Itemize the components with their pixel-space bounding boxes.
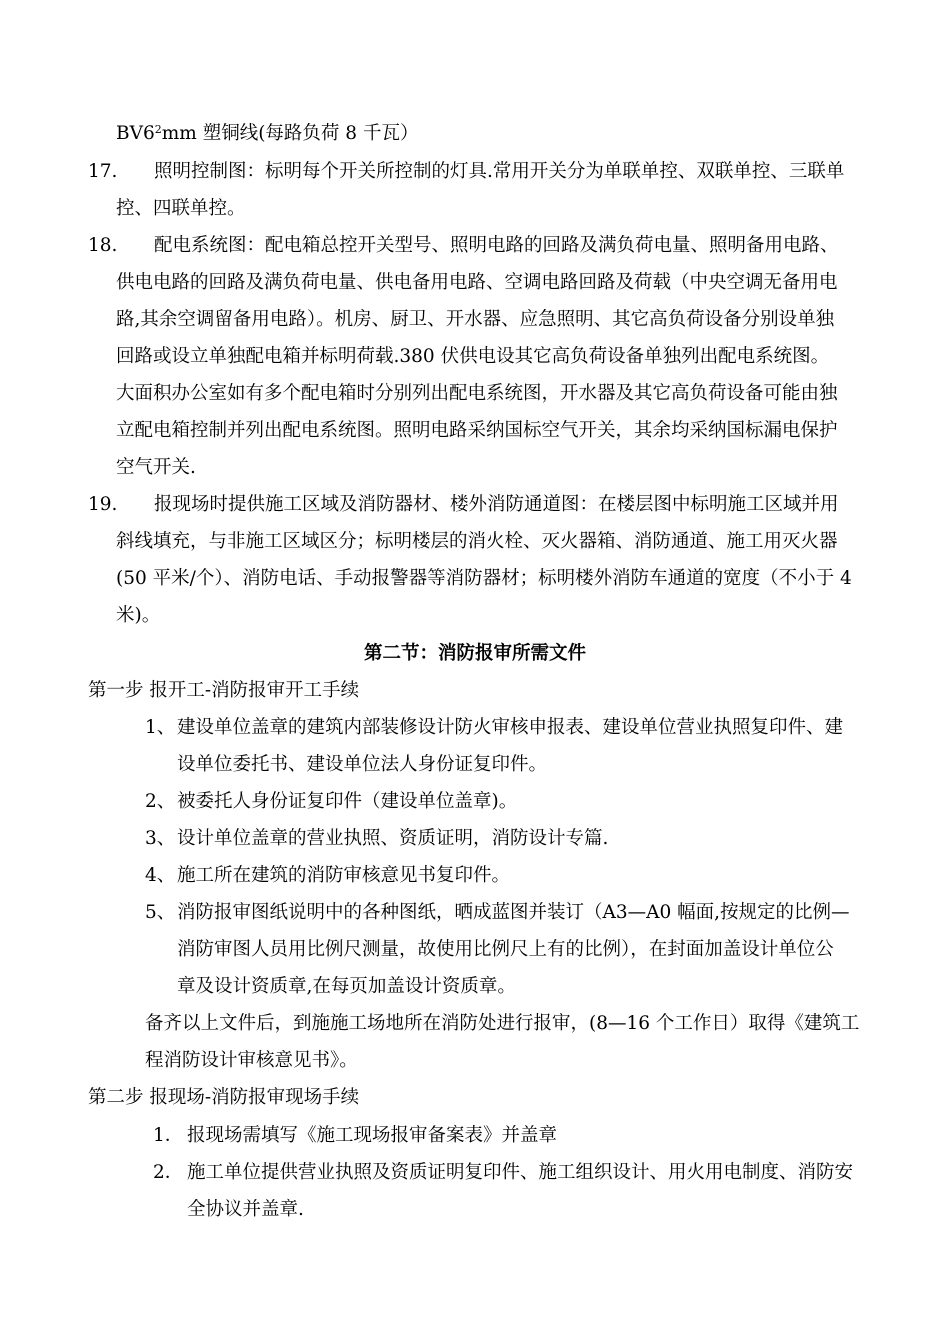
item-number: 3、 <box>145 828 176 849</box>
intro-prefix: BV6 <box>116 123 155 144</box>
section-title: 第二节：消防报审所需文件 <box>363 643 586 664</box>
paragraph-line: 施工单位提供营业执照及资质证明复印件、施工组织设计、用火用电制度、消防安 <box>187 1162 854 1183</box>
paragraph-line: (50 平米/个）、消防电话、手动报警器等消防器材；标明楼外消防车通道的宽度（不小于 4 <box>116 568 852 589</box>
paragraph-line: 路,其余空调留备用电路）。机房、厨卫、开水器、应急照明、其它高负荷设备分别设单独 <box>116 309 835 330</box>
paragraph-line: 设单位委托书、建设单位法人身份证复印件。 <box>177 754 548 775</box>
note-line: 程消防设计审核意见书》。 <box>145 1050 358 1071</box>
intro-suffix: mm 塑铜线(每路负荷 8 千瓦） <box>161 123 419 144</box>
step-heading: 第二步 报现场-消防报审现场手续 <box>88 1087 360 1108</box>
paragraph-line: 配电系统图：配电箱总控开关型号、照明电路的回路及满负荷电量、照明备用电路、 <box>154 235 839 256</box>
item-number: 19. <box>88 494 118 515</box>
paragraph-line: 回路或设立单独配电箱并标明荷载.380 伏供电设其它高负荷设备单独列出配电系统图。 <box>116 346 830 367</box>
paragraph-line: 大面积办公室如有多个配电箱时分别列出配电系统图，开水器及其它高负荷设备可能由独 <box>116 383 838 404</box>
item-number: 17. <box>88 161 118 182</box>
item-number: 4、 <box>145 865 176 886</box>
paragraph-line: 照明控制图：标明每个开关所控制的灯具.常用开关分为单联单控、双联单控、三联单 <box>154 161 845 182</box>
paragraph-line: 设计单位盖章的营业执照、资质证明，消防设计专篇. <box>177 828 609 849</box>
paragraph-line: 消防报审图纸说明中的各种图纸，晒成蓝图并装订（A3—A0 幅面,按规定的比例— <box>177 902 850 923</box>
item-number: 5、 <box>145 902 176 923</box>
paragraph-line: 章及设计资质章,在每页加盖设计资质章。 <box>177 976 516 997</box>
paragraph-line: 报现场需填写《施工现场报审备案表》并盖章 <box>187 1125 558 1146</box>
paragraph-line: 立配电箱控制并列出配电系统图。照明电路采纳国标空气开关，其余均采纳国标漏电保护 <box>116 420 838 441</box>
step-heading: 第一步 报开工-消防报审开工手续 <box>88 680 360 701</box>
paragraph-line: 被委托人身份证复印件（建设单位盖章)。 <box>177 791 518 812</box>
paragraph-line: 消防审图人员用比例尺测量，故使用比例尺上有的比例），在封面加盖设计单位公 <box>177 939 834 960</box>
paragraph-line: 米)。 <box>116 605 161 626</box>
item-number: 1． <box>153 1125 184 1146</box>
note-line: 备齐以上文件后，到施施工场地所在消防处进行报审，(8—16 个工作日）取得《建筑工 <box>145 1013 860 1034</box>
paragraph-line: 建设单位盖章的建筑内部装修设计防火审核申报表、建设单位营业执照复印件、建 <box>177 717 844 738</box>
paragraph-line: 斜线填充，与非施工区域区分；标明楼层的消火栓、灭火器箱、消防通道、施工用灭火器 <box>116 531 838 552</box>
item-number: 18. <box>88 235 118 256</box>
paragraph-line: 报现场时提供施工区域及消防器材、楼外消防通道图：在楼层图中标明施工区域并用 <box>154 494 839 515</box>
item-number: 2、 <box>145 791 176 812</box>
item-number: 1、 <box>145 717 176 738</box>
paragraph-line: 全协议并盖章. <box>187 1199 304 1220</box>
paragraph-line: 施工所在建筑的消防审核意见书复印件。 <box>177 865 511 886</box>
paragraph-line: 控、四联单控。 <box>116 198 246 219</box>
paragraph-line: 供电电路的回路及满负荷电量、供电备用电路、空调电路回路及荷载（中央空调无备用电 <box>116 272 838 293</box>
item-number: 2． <box>153 1162 184 1183</box>
intro-line <box>116 121 418 147</box>
paragraph-line: 空气开关. <box>116 457 196 478</box>
intro-superscript: 2 <box>154 123 162 136</box>
